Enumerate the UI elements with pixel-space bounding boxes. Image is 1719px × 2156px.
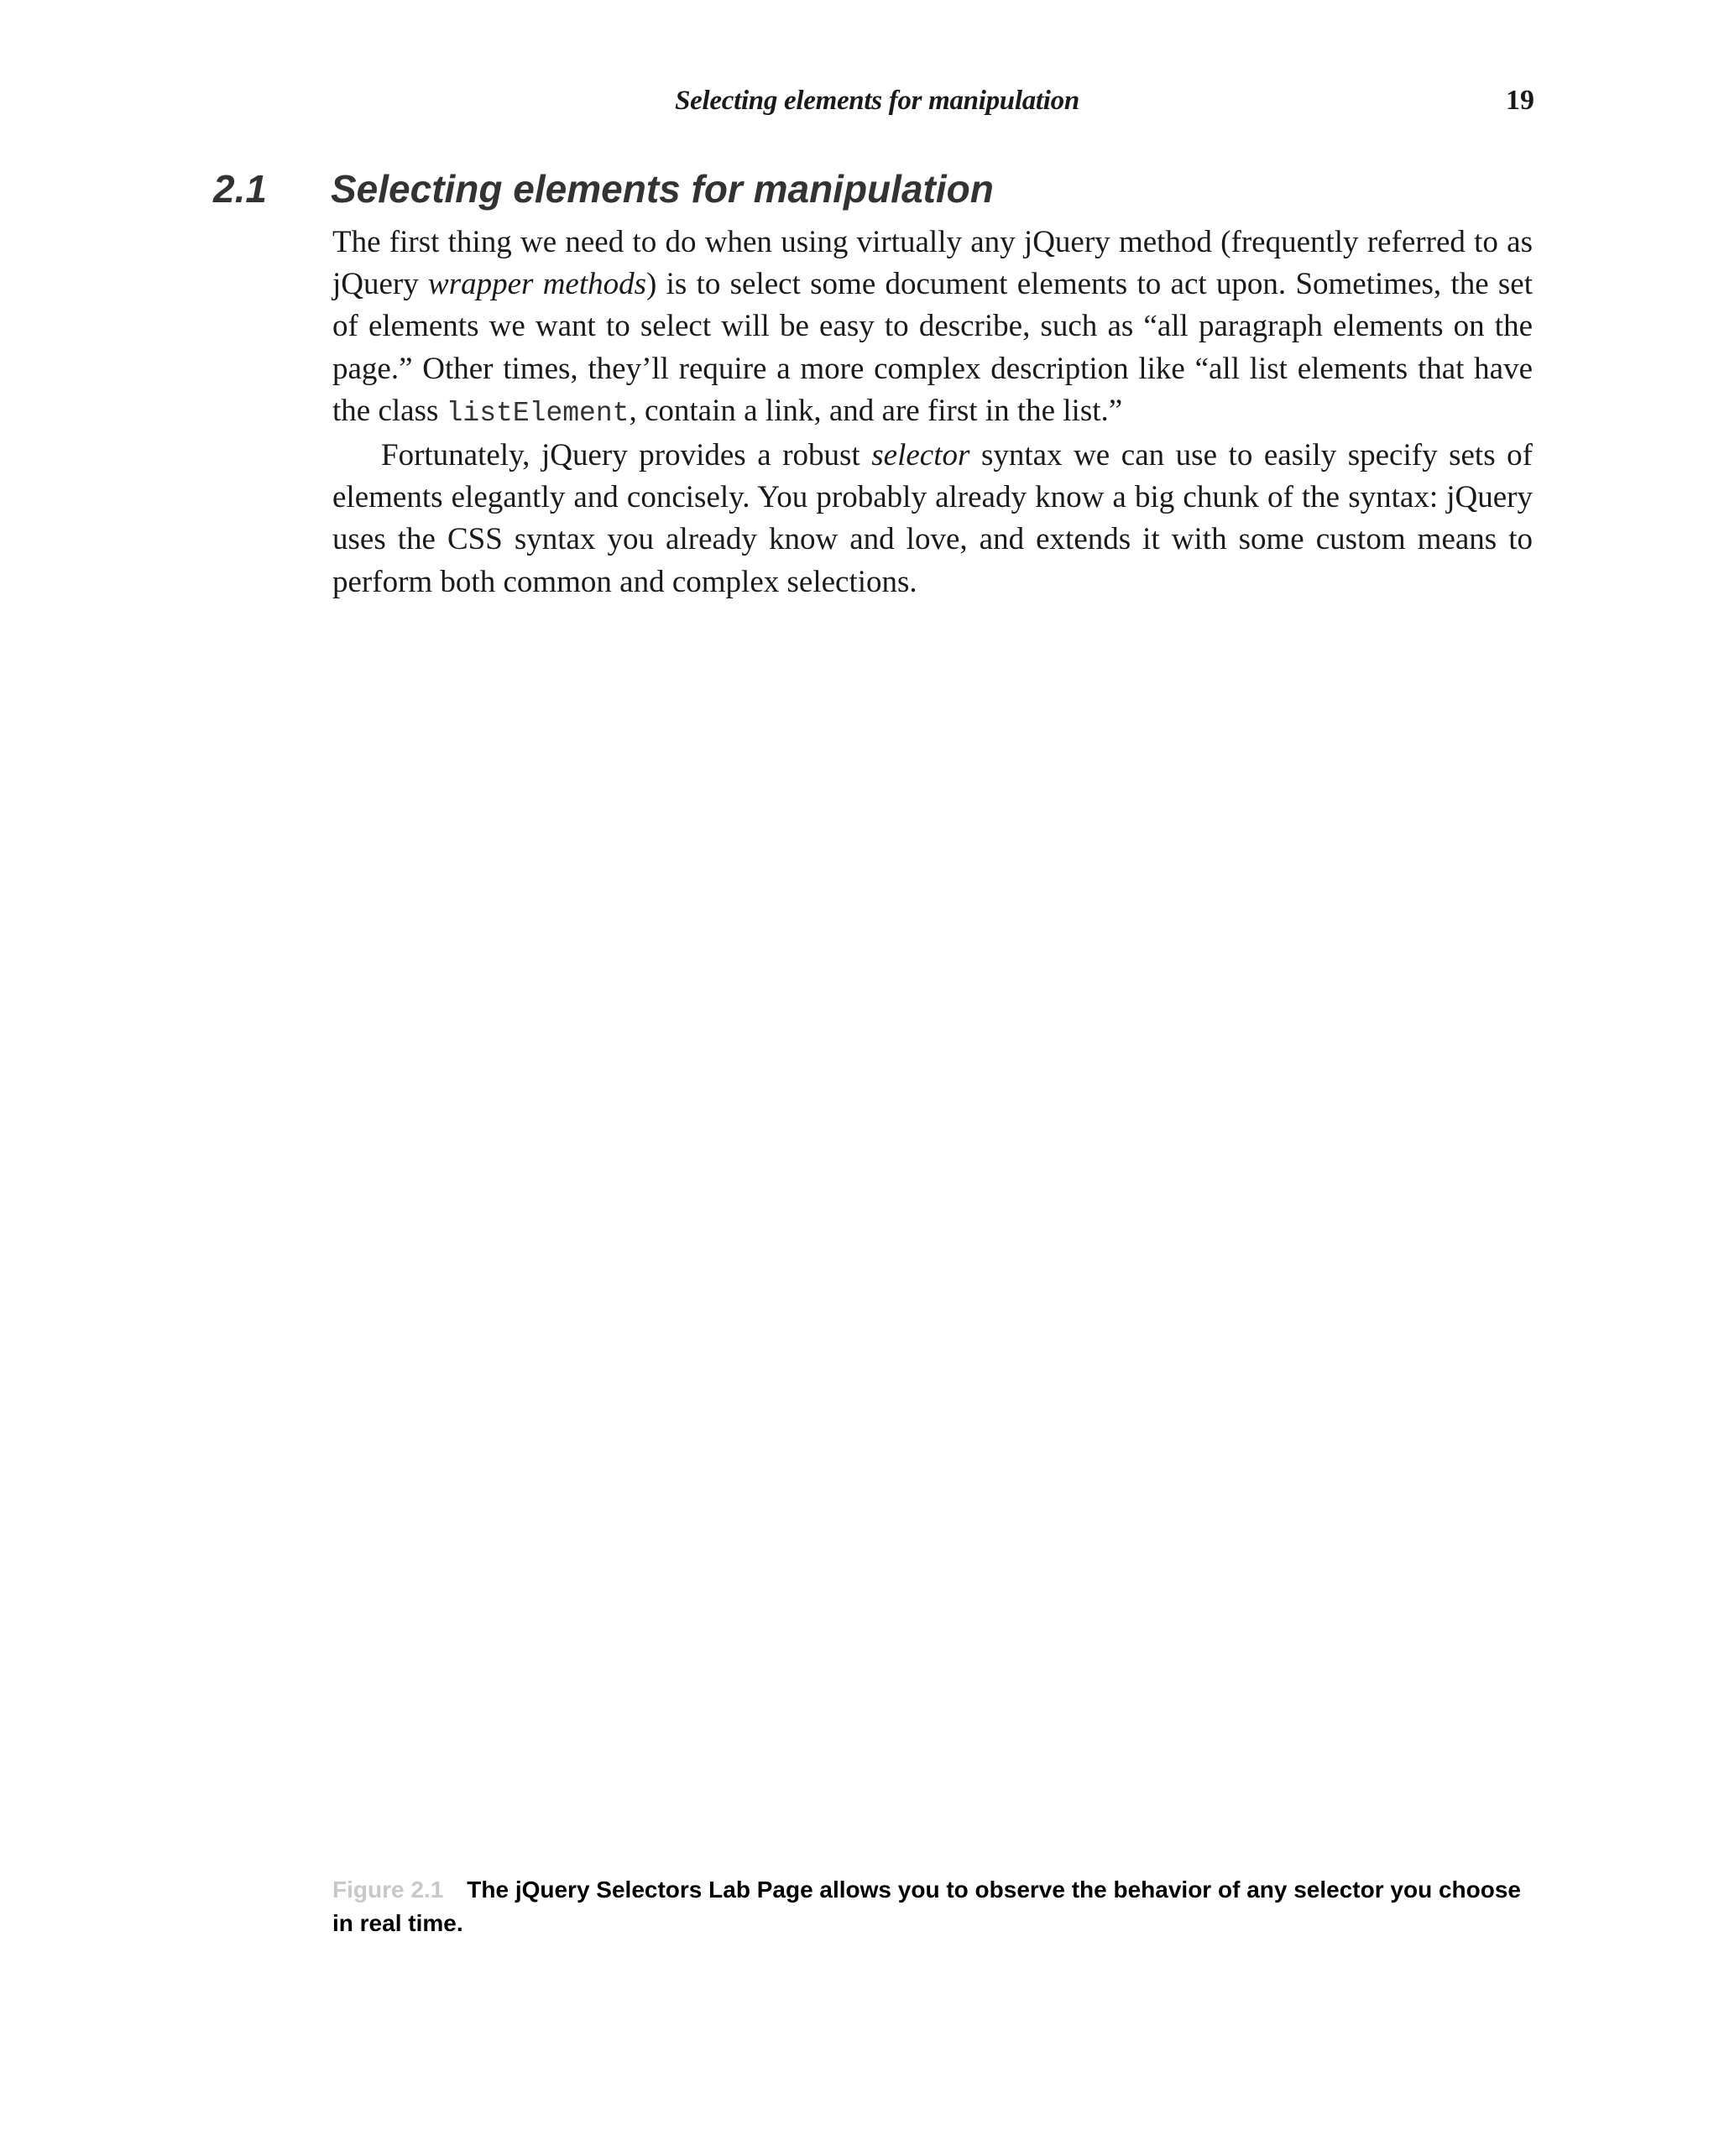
paragraph-2 — [332, 435, 1533, 603]
paragraph-2-emphasis: selector — [871, 438, 970, 473]
running-title: Selecting elements for manipulation — [675, 86, 1079, 116]
page-number: 19 — [1506, 85, 1534, 116]
inline-code: listElement — [446, 397, 630, 429]
section-number: 2.1 — [213, 167, 267, 211]
figure-label: Figure 2.1 — [332, 1877, 444, 1903]
figure-caption-text: The jQuery Selectors Lab Page allows you to observe the behavior of any selector you choose in real time. — [332, 1877, 1521, 1936]
running-head — [0, 81, 1719, 121]
paragraph-2-text-a: Fortunately, jQuery provides a robust — [381, 438, 872, 473]
paragraph-1 — [332, 222, 1533, 435]
paragraph-2-text-b: syntax we can use to easily specify sets of elements elegantly and concisely. You probably already know a big chunk of the syntax: jQuery uses the CSS syntax you already know and love, and extends it with some custom means to perform both common and complex selections. — [332, 438, 1533, 599]
body-text — [332, 222, 1533, 603]
figure-caption — [332, 1873, 1533, 1940]
section-heading — [213, 164, 994, 214]
paragraph-1-text-c: , contain a link, and are first in the list.” — [629, 393, 1123, 428]
paragraph-1-text-b: ) is to select some document elements to act upon. Sometimes, the set of elements we want to select will be easy to describe, such as “all paragraph elements on the page.” Other times, they’ll require a more complex description like “all list elements that have the class — [332, 267, 1533, 428]
paragraph-1-emphasis: wrapper methods — [428, 267, 647, 302]
section-title: Selecting elements for manipulation — [331, 167, 994, 211]
paragraph-1-text-a: The first thing we need to do when using virtually any jQuery method (frequently referred to as jQuery — [332, 225, 1533, 302]
